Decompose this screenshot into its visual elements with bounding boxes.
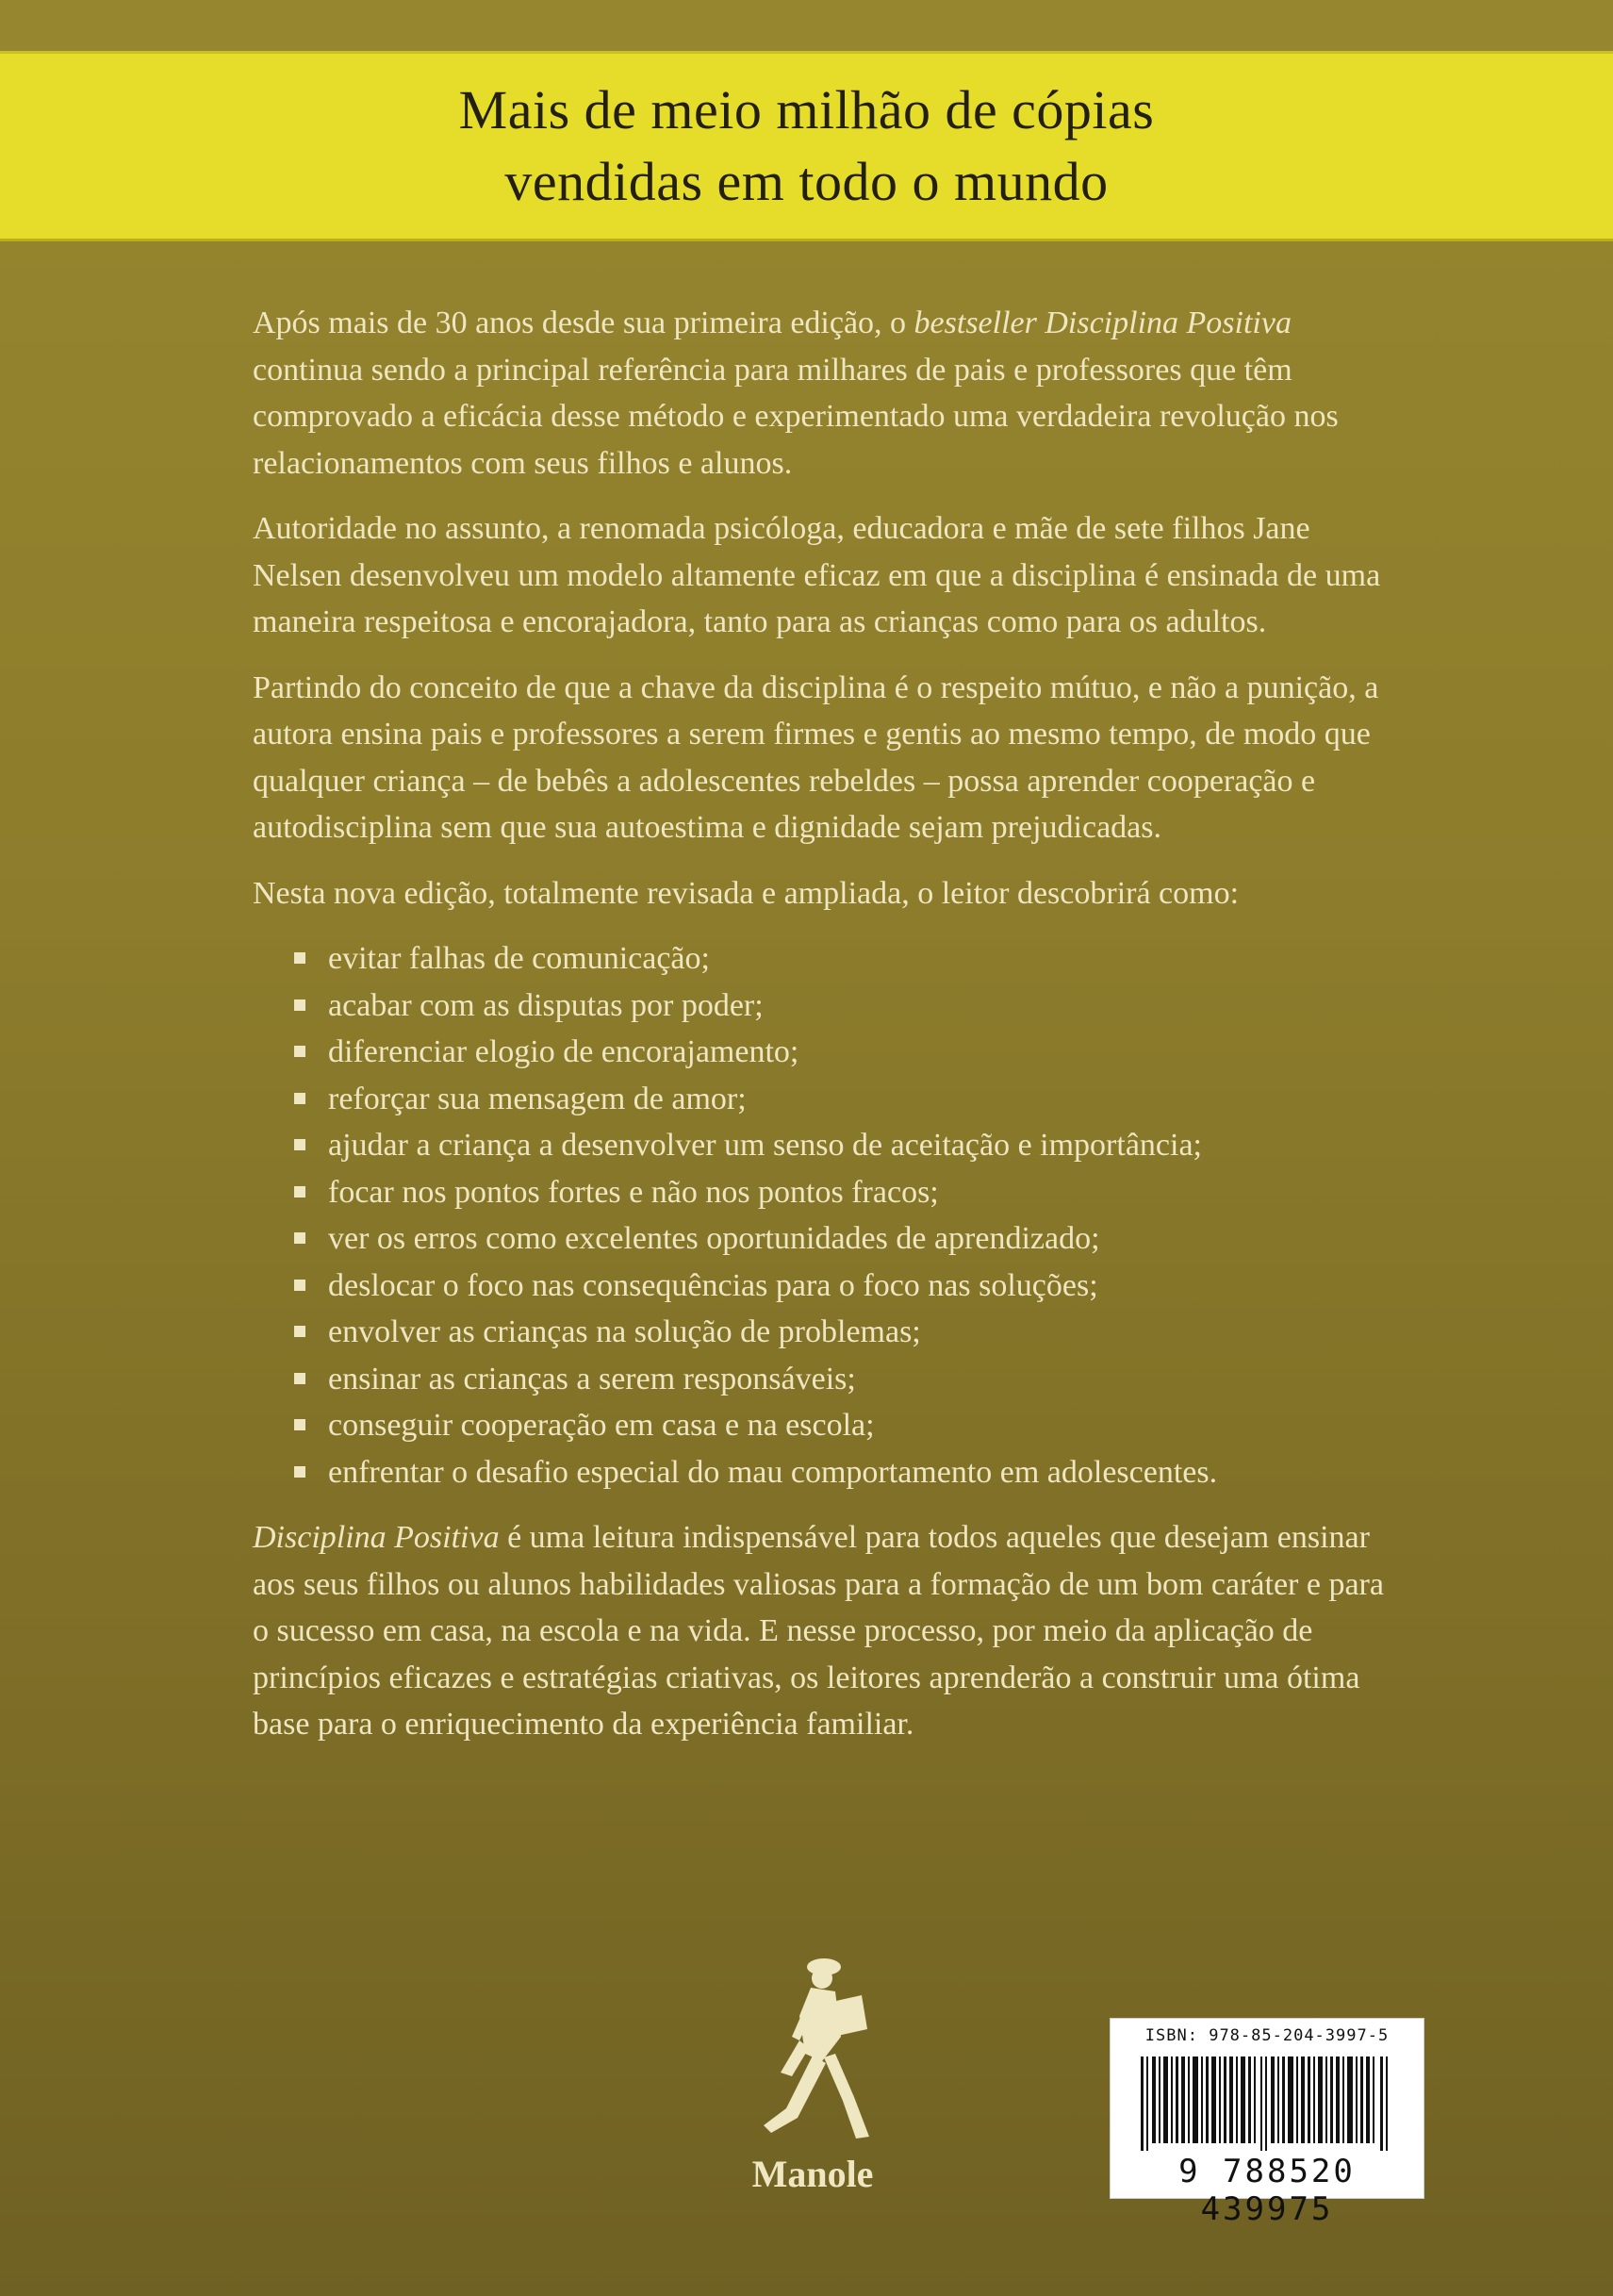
list-item-text: conseguir cooperação em casa e na escola; <box>328 1408 875 1443</box>
isbn-label: ISBN: 978-85-204-3997-5 <box>1144 2026 1390 2045</box>
bullet-icon <box>294 1232 305 1244</box>
list-item <box>294 1029 1384 1076</box>
paragraph-4: Nesta nova edição, totalmente revisada e ampliada, o leitor descobrirá como: <box>253 875 1240 911</box>
list-item-text: envolver as crianças na solução de problemas; <box>328 1314 921 1349</box>
closing-title: Disciplina Positiva <box>253 1520 500 1555</box>
list-item <box>294 1263 1384 1310</box>
paragraph-1-title: bestseller Disciplina Positiva <box>913 306 1292 340</box>
list-item-text: reforçar sua mensagem de amor; <box>328 1081 747 1116</box>
list-item <box>294 1169 1384 1216</box>
blurb <box>253 300 1384 1767</box>
list-item <box>294 1215 1384 1263</box>
bullet-icon <box>294 1280 305 1291</box>
paragraph-3: Partindo do conceito de que a chave da disciplina é o respeito mútuo, e não a punição, a autora ensina pais e professores a serem firmes e gentis ao mesmo tempo, de modo que qualquer criança – de bebês a adolescentes rebeldes – possa aprender cooperação e autodisciplina sem que sua autoestima e dignidade sejam prejudicadas. <box>253 669 1379 845</box>
bullet-icon <box>294 1139 305 1150</box>
list-item-text: diferenciar elogio de encorajamento; <box>328 1034 799 1069</box>
headline-banner <box>0 51 1613 241</box>
closing-text: é uma leitura indispensável para todos aqueles que desejam ensinar aos seus filhos ou alunos habilidades valiosas para a formação de um bom caráter e para o sucesso em casa, na escola e na vida. E nesse processo, por meio da aplicação de princípios eficazes e estratégias criativas, os leitores aprenderão a construir uma ótima base para o enriquecimento da experiência familiar. <box>253 1520 1384 1742</box>
paragraph-2: Autoridade no assunto, a renomada psicóloga, educadora e mãe de sete filhos Jane Nelsen desenvolveu um modelo altamente eficaz em que a disciplina é ensinada de uma maneira respeitosa e encorajadora, tanto para as crianças como para os adultos. <box>253 511 1381 639</box>
isbn-barcode <box>1110 2018 1424 2228</box>
list-item-text: ver os erros como excelentes oportunidades de aprendizado; <box>328 1221 1100 1256</box>
bullet-icon <box>294 1326 305 1337</box>
list-item-text: focar nos pontos fortes e não nos pontos fracos; <box>328 1174 939 1210</box>
bullet-icon <box>294 1093 305 1104</box>
bullet-icon <box>294 952 305 964</box>
barcode-bars <box>1127 2056 1407 2151</box>
manole-walking-man-icon <box>737 1950 888 2148</box>
paragraph-1-end: continua sendo a principal referência para milhares de pais e professores que têm comprovado a eficácia desse método e experimentado uma verdadeira revolução nos relacionamentos com seus filhos e alunos. <box>253 352 1339 481</box>
list-item-text: enfrentar o desafio especial do mau comportamento em adolescentes. <box>328 1454 1218 1490</box>
list-item <box>294 1309 1384 1356</box>
list-item <box>294 935 1384 983</box>
list-item-text: acabar com as disputas por poder; <box>328 987 764 1023</box>
bullet-icon <box>294 1373 305 1384</box>
list-item-text: ajudar a criança a desenvolver um senso de aceitação e importância; <box>328 1128 1202 1163</box>
list-item <box>294 1076 1384 1123</box>
headline-line-2: vendidas em todo o mundo <box>504 151 1109 212</box>
paragraph-1-start: Após mais de 30 anos desde sua primeira edição, o <box>253 306 914 340</box>
bullet-icon <box>294 999 305 1011</box>
bullet-icon <box>294 1466 305 1478</box>
ean-number: 9 788520 439975 <box>1178 2153 1356 2228</box>
list-item <box>294 1122 1384 1169</box>
bullet-icon <box>294 1419 305 1430</box>
paragraph-1 <box>253 300 1384 487</box>
list-item <box>294 983 1384 1030</box>
publisher-logo <box>718 1950 907 2214</box>
publisher-name: Manole <box>751 2153 874 2195</box>
list-item-text: deslocar o foco nas consequências para o foco nas soluções; <box>328 1267 1098 1303</box>
bullet-icon <box>294 1186 305 1198</box>
list-item <box>294 1356 1384 1403</box>
list-item-text: ensinar as crianças a serem responsáveis; <box>328 1361 856 1396</box>
closing-paragraph <box>253 1514 1384 1748</box>
list-item <box>294 1402 1384 1449</box>
headline-line-1: Mais de meio milhão de cópias <box>458 79 1155 140</box>
list-item-text: evitar falhas de comunicação; <box>328 941 710 976</box>
bullet-icon <box>294 1046 305 1057</box>
benefits-list <box>253 935 1384 1495</box>
list-item <box>294 1449 1384 1496</box>
